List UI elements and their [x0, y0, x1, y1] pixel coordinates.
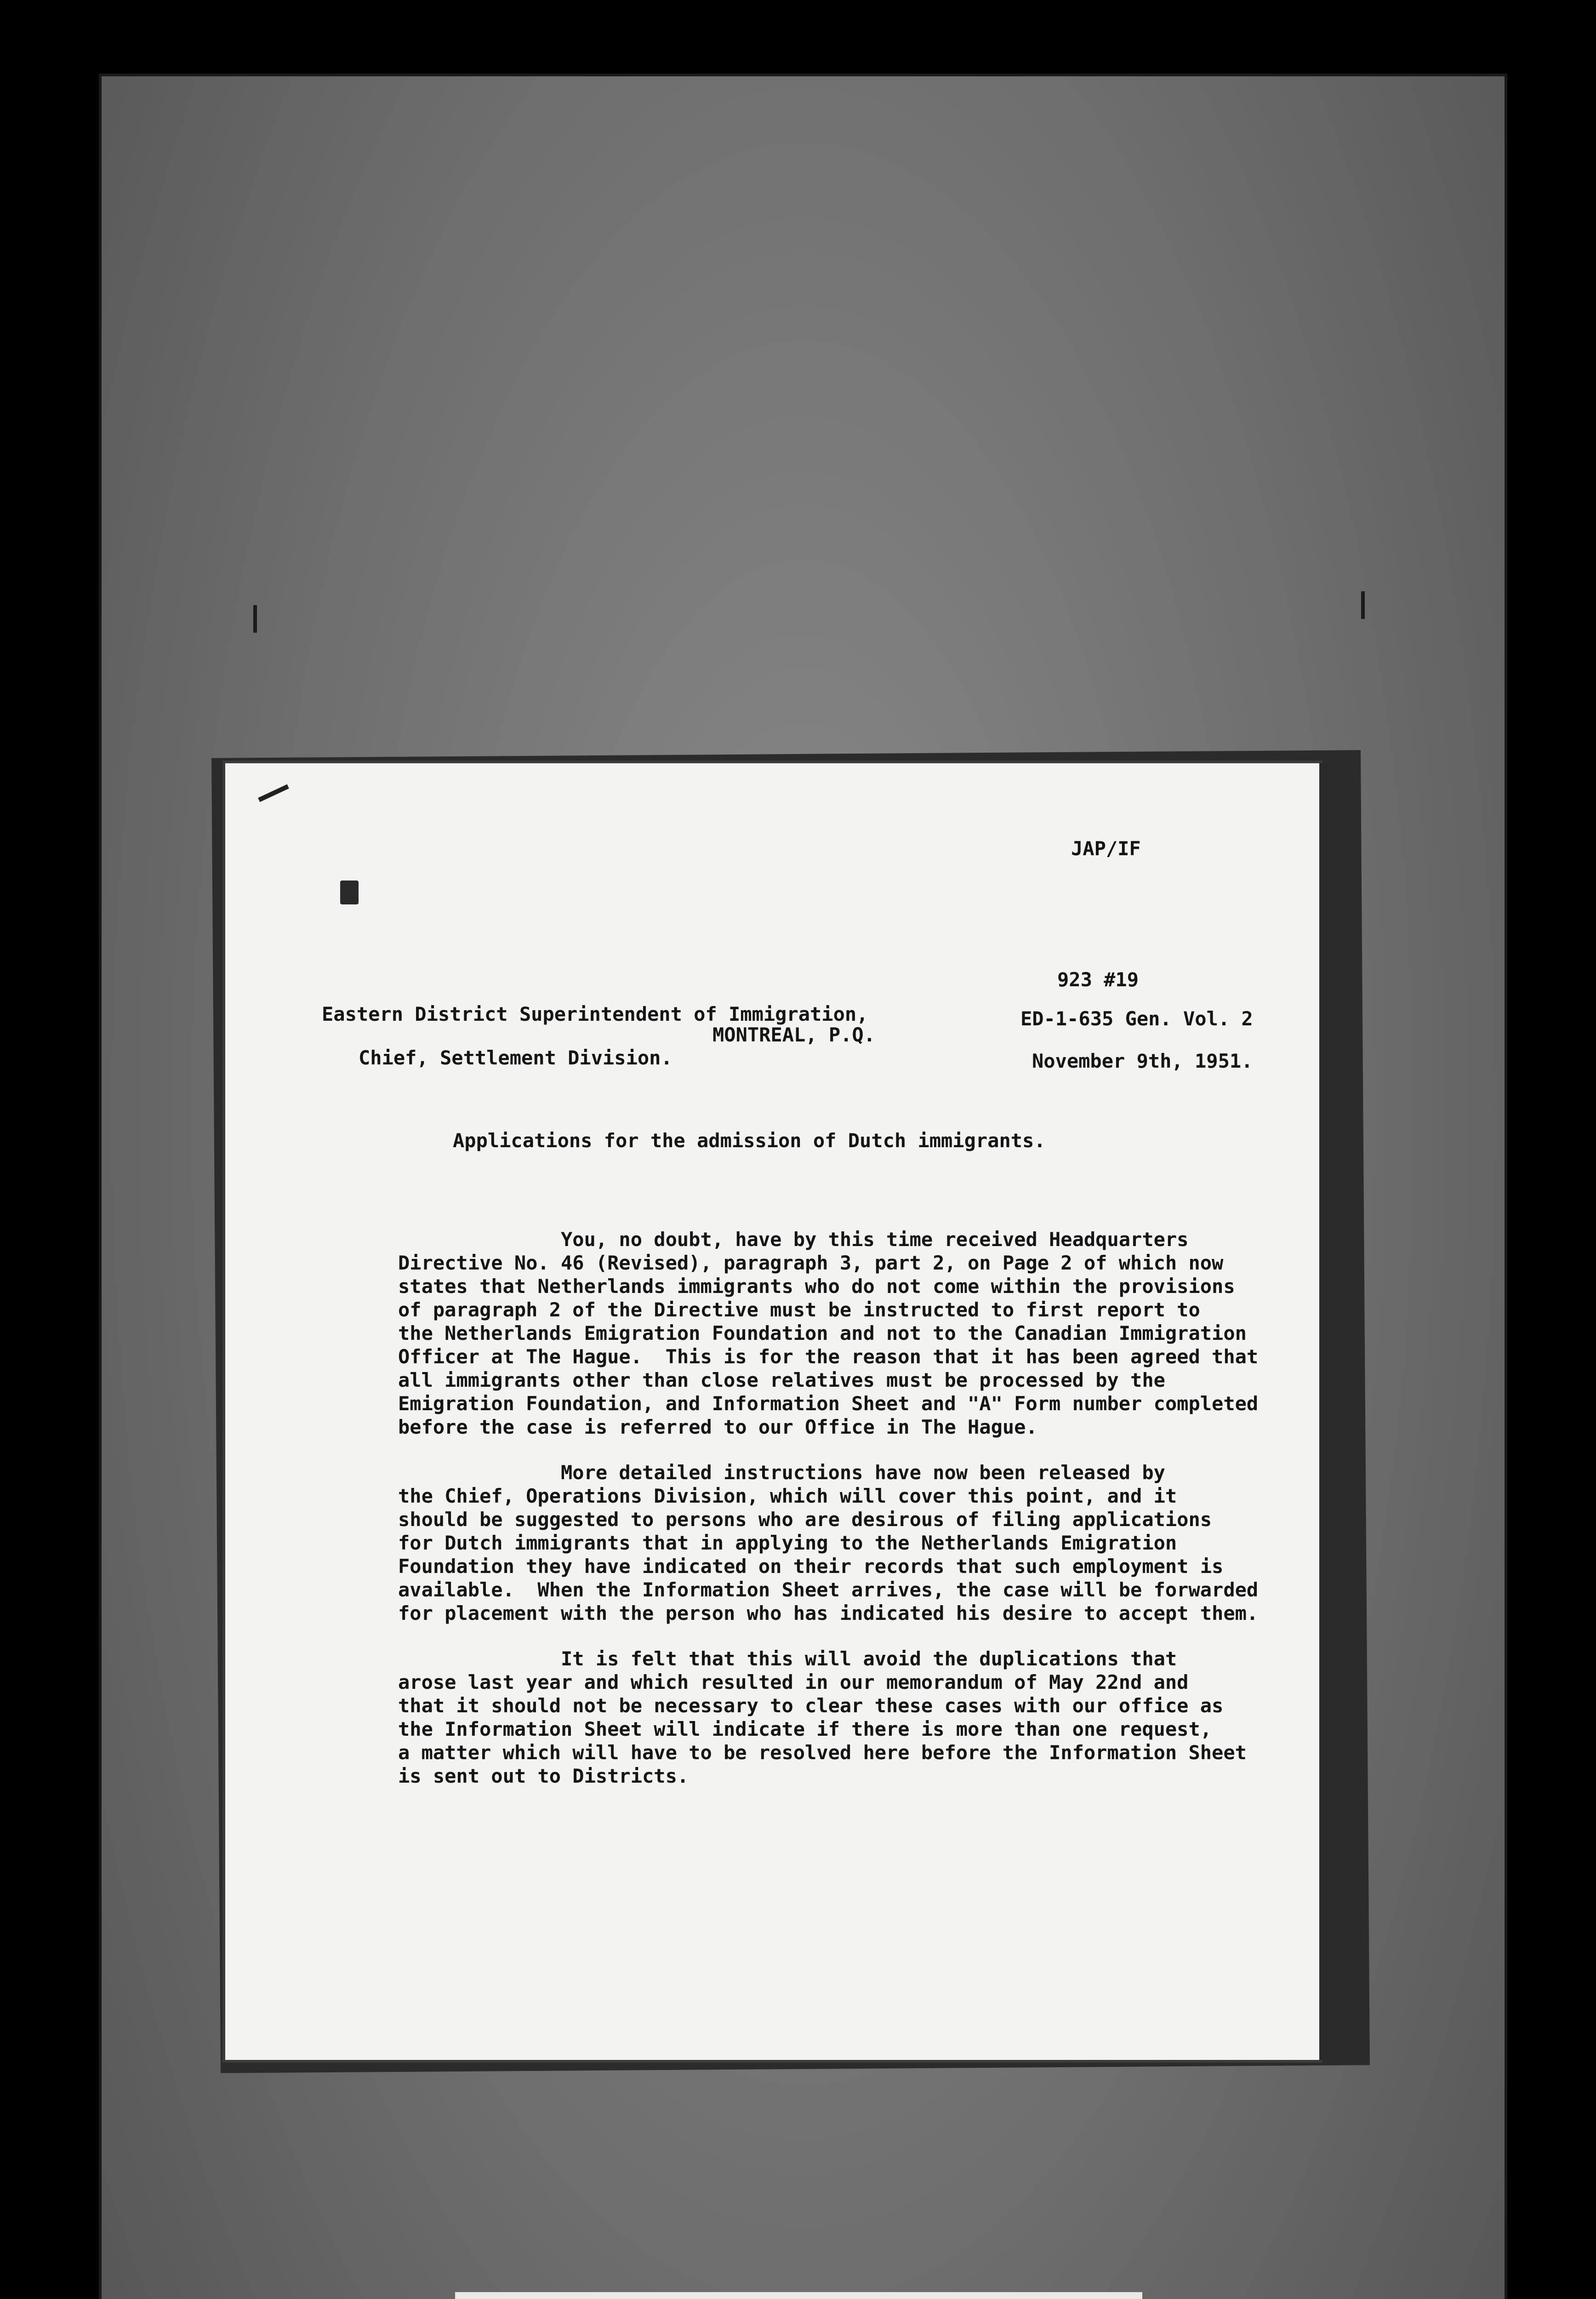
memo-paragraph: More detailed instructions have now been released by the Chief, Operations Division, which will cover this point, and it should be suggested to persons who are desirous of filing applications for Dutch immigrants that in applying to the Netherlands Emigration Foundation they have indicated on their records that such employment is available. When the Information Sheet arrives, the case will be forwarded for placement with the person who has indicated his desire to accept them.: [398, 1461, 1259, 1624]
memo-body: [398, 1228, 1299, 1810]
memo-subject: Applications for the admission of Dutch immigrants.: [453, 1129, 1046, 1152]
memo-sender: Chief, Settlement Division.: [359, 1047, 673, 1069]
punch-hole-mark: [340, 881, 359, 904]
memo-reference-number: ED-1-635 Gen. Vol. 2: [1020, 1007, 1253, 1030]
corner-mark: [1361, 591, 1365, 619]
memo-paragraph: You, no doubt, have by this time received Headquarters Directive No. 46 (Revised), paragraph 3, part 2, on Page 2 of which now states that Netherlands immigrants who do not come within the provisions of paragraph 2 of the Directive must be instructed to first report to the Netherlands Emigration Foundation and not to the Canadian Immigration Officer at The Hague. This is for the reason that it has been agreed that all immigrants other than close relatives must be processed by the Emigration Foundation, and Information Sheet and "A" Form number completed before the case is referred to our Office in The Hague.: [398, 1228, 1259, 1438]
archival-reference-tag: [455, 2292, 1142, 2299]
memo-recipient: Eastern District Superintendent of Immigration,: [322, 1003, 868, 1025]
memo-recipient-city: MONTREAL, P.Q.: [712, 1024, 876, 1046]
memo-date: November 9th, 1951.: [1032, 1050, 1253, 1072]
memo-paragraph: It is felt that this will avoid the duplications that arose last year and which resulted in our memorandum of May 22nd and that it should not be necessary to clear these cases with our office as the Information Sheet will indicate if there is more than one request, a matter which will have to be resolved here before the Information Sheet is sent out to Districts.: [398, 1647, 1247, 1787]
pencil-mark: [258, 784, 289, 802]
memo-page: [225, 763, 1319, 2060]
corner-mark: [253, 605, 257, 633]
memo-initials: JAP/IF: [1071, 837, 1141, 860]
memo-file-number: 923 #19: [1057, 968, 1139, 991]
